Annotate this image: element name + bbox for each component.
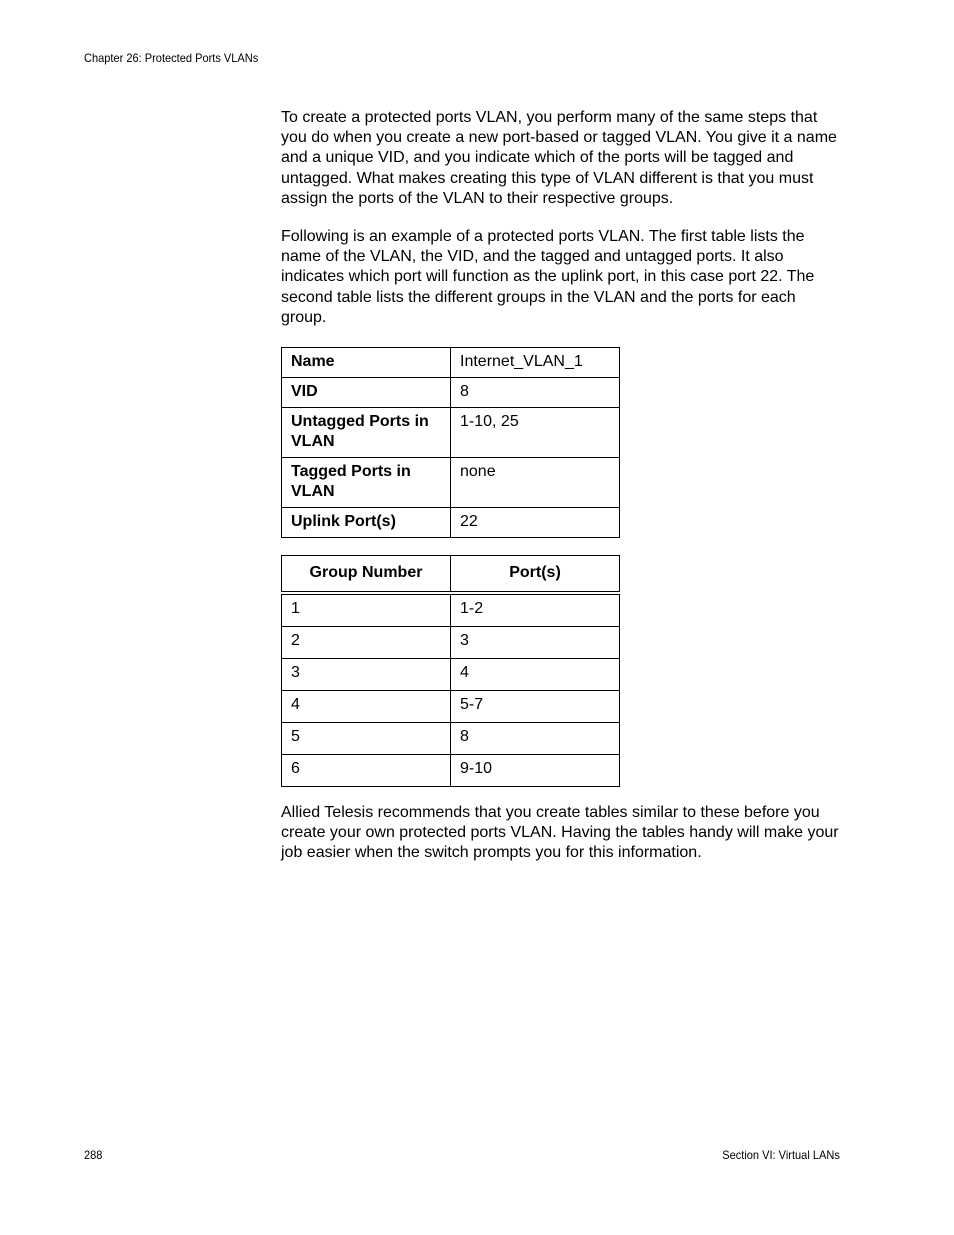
group-number-cell: 2 [282, 627, 451, 659]
table-row [282, 755, 620, 787]
group-number-cell: 6 [282, 755, 451, 787]
column-header-ports: Port(s) [451, 556, 620, 594]
table-row [282, 508, 620, 538]
row-label: VID [282, 378, 451, 408]
table-header-row [282, 556, 620, 594]
closing-paragraph: Allied Telesis recommends that you create tables similar to these before you create your own protected ports VLAN. Having the tables handy will make your job easier when the switch prompts you for this information. [281, 804, 839, 862]
running-footer-section: Section VI: Virtual LANs [722, 1148, 840, 1162]
group-number-cell: 4 [282, 691, 451, 723]
table-row [282, 691, 620, 723]
row-label: Uplink Port(s) [282, 508, 451, 538]
table-row [282, 627, 620, 659]
row-value: Internet_VLAN_1 [451, 348, 620, 378]
column-header-group-number: Group Number [282, 556, 451, 594]
ports-cell: 3 [451, 627, 620, 659]
table-row [282, 458, 620, 508]
running-header: Chapter 26: Protected Ports VLANs [84, 51, 259, 65]
ports-cell: 5-7 [451, 691, 620, 723]
table-row [282, 593, 620, 627]
ports-cell: 9-10 [451, 755, 620, 787]
intro-paragraph: To create a protected ports VLAN, you perform many of the same steps that you do when you create a new port-based or tagged VLAN. You give it a name and a unique VID, and you indicate which of the ports will be tagged and untagged. What makes creating this type of VLAN different is that you must assign the ports of the VLAN to their respective groups. [281, 109, 837, 207]
main-content [281, 108, 841, 864]
vlan-spec-table [281, 347, 620, 538]
row-value: 1-10, 25 [451, 408, 620, 458]
group-number-cell: 5 [282, 723, 451, 755]
table-row [282, 408, 620, 458]
row-label: Tagged Ports in VLAN [282, 458, 451, 508]
row-label: Name [282, 348, 451, 378]
row-value: 8 [451, 378, 620, 408]
group-number-cell: 1 [282, 593, 451, 627]
row-value: none [451, 458, 620, 508]
ports-cell: 4 [451, 659, 620, 691]
ports-cell: 1-2 [451, 593, 620, 627]
row-label: Untagged Ports in VLAN [282, 408, 451, 458]
group-number-cell: 3 [282, 659, 451, 691]
table-row [282, 659, 620, 691]
ports-cell: 8 [451, 723, 620, 755]
group-ports-table [281, 555, 620, 787]
table-row [282, 348, 620, 378]
row-value: 22 [451, 508, 620, 538]
table-row [282, 378, 620, 408]
table-row [282, 723, 620, 755]
page-number: 288 [84, 1148, 103, 1162]
example-paragraph: Following is an example of a protected ports VLAN. The first table lists the name of the VLAN, the VID, and the tagged and untagged ports. It also indicates which port will function as the uplink port, in this case port 22. The second table lists the different groups in the VLAN and the ports for each group. [281, 228, 815, 326]
